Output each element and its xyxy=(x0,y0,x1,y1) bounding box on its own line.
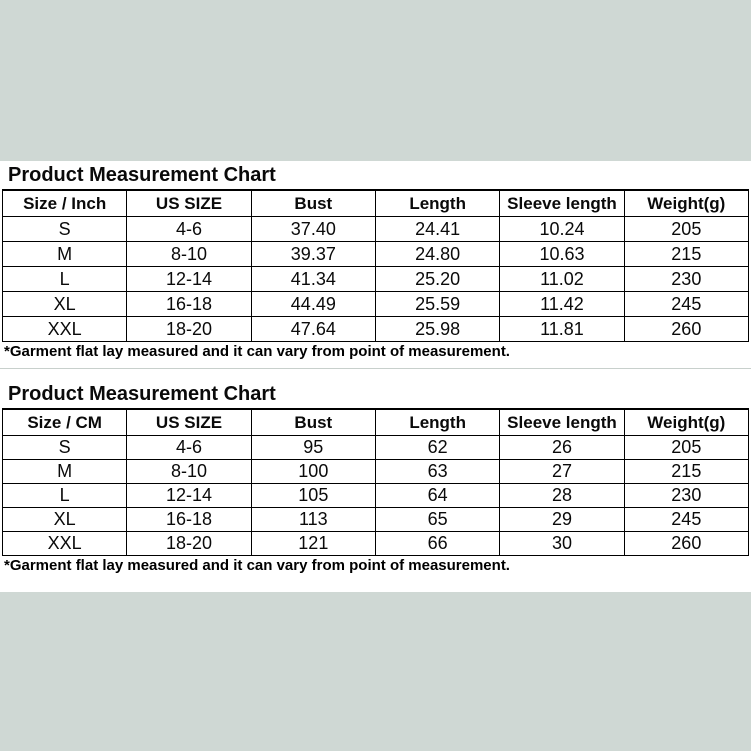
cell: S xyxy=(3,436,127,460)
table-row xyxy=(3,317,749,342)
cell: 4-6 xyxy=(127,436,251,460)
cell: 65 xyxy=(375,508,499,532)
cell: 66 xyxy=(375,532,499,556)
column-header: Weight(g) xyxy=(624,409,748,436)
column-header: US SIZE xyxy=(127,190,251,217)
cell: 4-6 xyxy=(127,217,251,242)
cell: 205 xyxy=(624,436,748,460)
cell: M xyxy=(3,242,127,267)
column-header: Length xyxy=(375,190,499,217)
cell: M xyxy=(3,460,127,484)
cell: 18-20 xyxy=(127,317,251,342)
measurement-table-inch xyxy=(2,189,749,342)
size-chart-panel xyxy=(0,161,751,592)
column-header: Sleeve length xyxy=(500,190,624,217)
cell: 113 xyxy=(251,508,375,532)
table-header-row xyxy=(3,190,749,217)
cell: 215 xyxy=(624,242,748,267)
cell: 8-10 xyxy=(127,460,251,484)
table-row xyxy=(3,242,749,267)
column-header: Bust xyxy=(251,190,375,217)
cell: 245 xyxy=(624,508,748,532)
table-header-row xyxy=(3,409,749,436)
column-header: Length xyxy=(375,409,499,436)
table-row xyxy=(3,292,749,317)
cell: 11.81 xyxy=(500,317,624,342)
cell: S xyxy=(3,217,127,242)
table-row xyxy=(3,508,749,532)
cell: 105 xyxy=(251,484,375,508)
cell: 39.37 xyxy=(251,242,375,267)
cell: 25.20 xyxy=(375,267,499,292)
cell: 37.40 xyxy=(251,217,375,242)
cell: 29 xyxy=(500,508,624,532)
cell: 27 xyxy=(500,460,624,484)
cell: 100 xyxy=(251,460,375,484)
cell: XXL xyxy=(3,532,127,556)
cell: XL xyxy=(3,292,127,317)
table-row xyxy=(3,267,749,292)
cell: 11.42 xyxy=(500,292,624,317)
cell: 28 xyxy=(500,484,624,508)
cell: 24.80 xyxy=(375,242,499,267)
cell: 62 xyxy=(375,436,499,460)
cell: 10.63 xyxy=(500,242,624,267)
table-row xyxy=(3,484,749,508)
cell: 25.59 xyxy=(375,292,499,317)
table-row xyxy=(3,436,749,460)
cell: 245 xyxy=(624,292,748,317)
footnote: *Garment flat lay measured and it can vary from point of measurement. xyxy=(4,343,510,360)
column-header: Size / Inch xyxy=(3,190,127,217)
cell: L xyxy=(3,484,127,508)
table-row xyxy=(3,460,749,484)
cell: 47.64 xyxy=(251,317,375,342)
cell: 260 xyxy=(624,532,748,556)
footnote: *Garment flat lay measured and it can vary from point of measurement. xyxy=(4,557,510,574)
cell: 230 xyxy=(624,267,748,292)
cell: 95 xyxy=(251,436,375,460)
inch-chart-section xyxy=(0,161,751,363)
column-header: Size / CM xyxy=(3,409,127,436)
cell: 16-18 xyxy=(127,508,251,532)
cell: 16-18 xyxy=(127,292,251,317)
divider-line xyxy=(0,368,751,369)
cell: 18-20 xyxy=(127,532,251,556)
column-header: Weight(g) xyxy=(624,190,748,217)
cell: 12-14 xyxy=(127,267,251,292)
chart-title: Product Measurement Chart xyxy=(8,383,276,405)
chart-title: Product Measurement Chart xyxy=(8,164,276,186)
cell: 205 xyxy=(624,217,748,242)
cm-chart-section xyxy=(0,380,751,577)
cell: 44.49 xyxy=(251,292,375,317)
cell: 11.02 xyxy=(500,267,624,292)
cell: 230 xyxy=(624,484,748,508)
cell: 260 xyxy=(624,317,748,342)
cell: L xyxy=(3,267,127,292)
cell: 25.98 xyxy=(375,317,499,342)
cell: 64 xyxy=(375,484,499,508)
measurement-table-cm xyxy=(2,408,749,556)
cell: XL xyxy=(3,508,127,532)
cell: 10.24 xyxy=(500,217,624,242)
cell: 215 xyxy=(624,460,748,484)
cell: 121 xyxy=(251,532,375,556)
cell: 12-14 xyxy=(127,484,251,508)
column-header: Sleeve length xyxy=(500,409,624,436)
table-row xyxy=(3,217,749,242)
cell: 26 xyxy=(500,436,624,460)
cell: 41.34 xyxy=(251,267,375,292)
column-header: Bust xyxy=(251,409,375,436)
cell: 63 xyxy=(375,460,499,484)
cell: 8-10 xyxy=(127,242,251,267)
cell: XXL xyxy=(3,317,127,342)
column-header: US SIZE xyxy=(127,409,251,436)
cell: 30 xyxy=(500,532,624,556)
table-row xyxy=(3,532,749,556)
cell: 24.41 xyxy=(375,217,499,242)
